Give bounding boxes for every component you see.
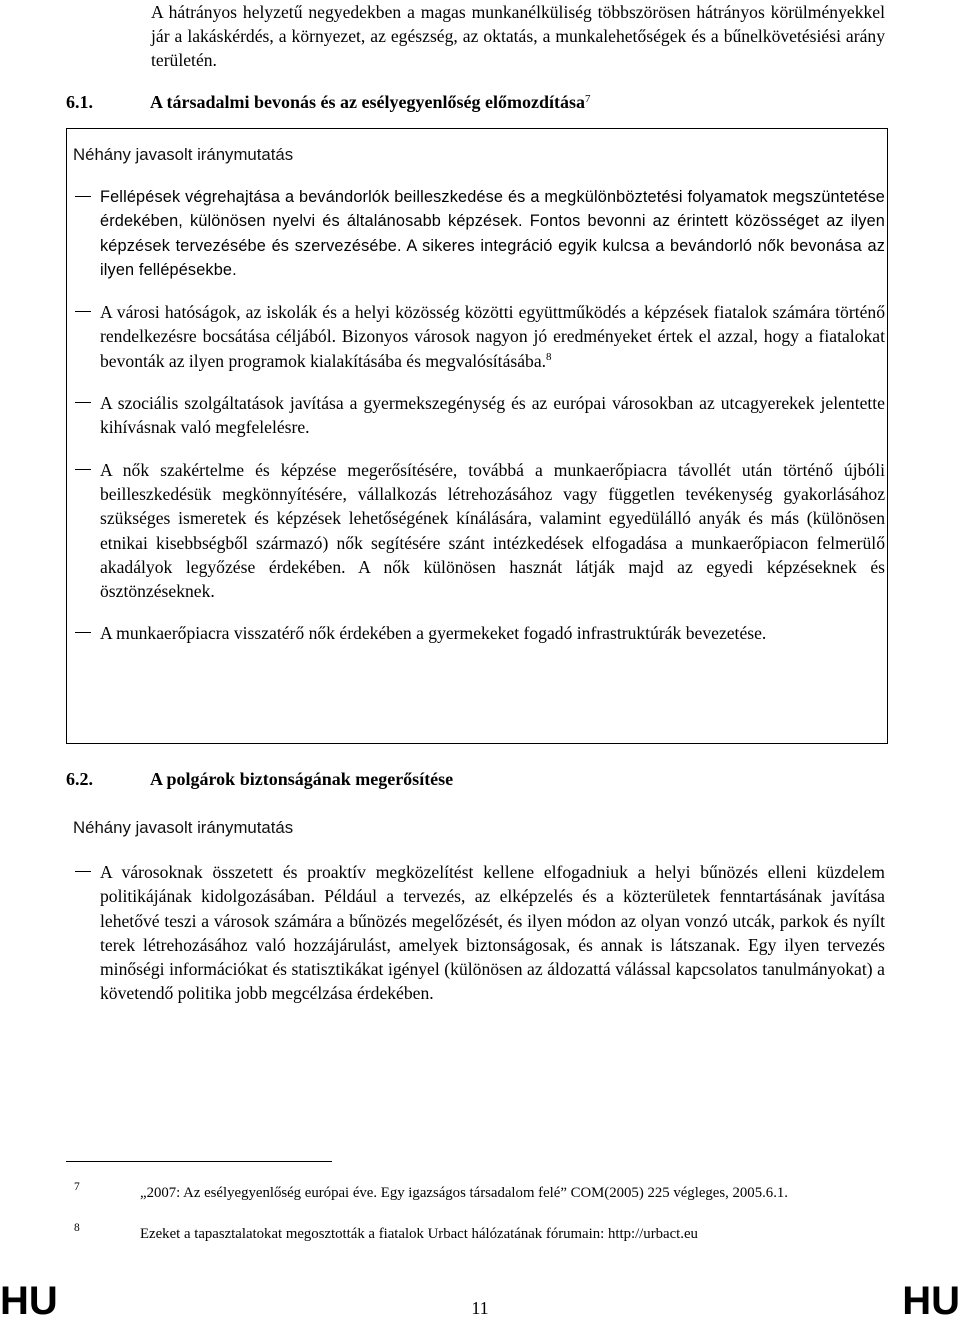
dash-bullet-icon xyxy=(75,632,91,633)
list-item xyxy=(75,185,885,282)
dash-bullet-icon xyxy=(75,402,91,403)
dash-bullet-icon xyxy=(75,469,91,470)
footnote-number: 8 xyxy=(74,1222,80,1234)
section-title: A polgárok biztonságának megerősítése xyxy=(150,769,454,789)
list-item xyxy=(75,300,885,373)
footnote-text: „2007: Az esélyegyenlőség európai éve. Egy igazságos társadalom felé” COM(2005) 225 végleges, 2005.6.1. xyxy=(140,1185,788,1201)
list-item-text: Fellépések végrehajtása a bevándorlók beilleszkedése és a megkülönböztetési folyamatok megszüntetése érdekében, különösen nyelvi és általánosabb képzések. Fontos bevonni az érintett közösséget az ilyen képzések tervezésébe és szervezésébe. A sikeres integráció egyik kulcsa a bevándorló nők bevonása az ilyen fellépésekbe. xyxy=(100,188,885,279)
list-item xyxy=(75,860,885,1006)
footnote-text-body: Ezeket a tapasztalatokat megosztották a fiatalok Urbact hálózatának fórumain: http://urbact.eu xyxy=(140,1226,698,1242)
footnote-ref-7[interactable]: 7 xyxy=(584,93,591,105)
guidance-list-6-1 xyxy=(75,185,885,664)
language-code-left: HU xyxy=(0,1279,58,1323)
list-item-text: A munkaerőpiacra visszatérő nők érdekében a gyermekeket fogadó infrastruktúrák bevezetése. xyxy=(100,623,767,644)
section-heading-6-1 xyxy=(66,90,886,114)
guidance-title-6-2: Néhány javasolt iránymutatás xyxy=(73,818,294,837)
dash-bullet-icon xyxy=(75,871,91,872)
footnote-number: 7 xyxy=(74,1181,80,1193)
intro-paragraph: A hátrányos helyzetű negyedekben a magas munkanélküliség többszörösen hátrányos körülményekkel jár a lakáskérdés, a környezet, az egészség, az oktatás, a munkalehetőségek és a bűnelkövetésiési arány területén. xyxy=(151,2,885,71)
section-number: 6.1. xyxy=(66,92,93,112)
list-item-text: A nők szakértelme és képzése megerősítésére, továbbá a munkaerőpiacra távollét után történő újbóli beilleszkedésük megkönnyítésére, vállalkozás létrehozásához vagy független tevékenység gyakorlásához szükséges ismeretek és képzések lehetőségének kínálására, valamint egyedülálló anyák és más (különösen etnikai kisebbségből származó) nők segítésére szánt intézkedések elfogadása a munkaerőpiacon felmerülő akadályok legyőzése érdekében. A nők különösen hasznát látják majd az egyedi képzéseknek és ösztönzéseknek. xyxy=(100,459,885,602)
section-number: 6.2. xyxy=(66,769,93,789)
footnote-text xyxy=(140,1225,886,1244)
footnote-ref-8[interactable]: 8 xyxy=(546,350,552,363)
dash-bullet-icon xyxy=(75,196,91,197)
list-item-text: A városoknak összetett és proaktív megközelítést kellene elfogadniuk a helyi bűnözés elleni küzdelem politikájának kidolgozásában. Például a tervezés, az elképzelés és a közterületek fenntartásának javítása lehetővé teszi a városok számára a bűnözés megelőzését, és ilyen módon az olyan vonzó utcák, parkok és nyílt terek létrehozásához való hozzájárulást, amelyek biztonságosak, és annak is látszanak. Egy ilyen tervezés minőségi információkat és statisztikákat igényel (különösen az áldozattá válással kapcsolatos tanulmányokat) a követendő politika jobb megcélzása érdekében. xyxy=(100,862,885,1004)
dash-bullet-icon xyxy=(75,311,91,312)
footnote-8 xyxy=(66,1222,886,1244)
page-number: 11 xyxy=(471,1298,489,1318)
footnote-divider xyxy=(66,1161,332,1162)
section-heading-6-2 xyxy=(66,767,886,791)
list-item xyxy=(75,621,885,645)
section-title: A társadalmi bevonás és az esélyegyenlőség előmozdítása xyxy=(150,92,585,112)
list-item xyxy=(75,391,885,440)
list-item xyxy=(75,458,885,604)
list-item-text: A városi hatóságok, az iskolák és a helyi közösség közötti együttműködés a képzések fiatalok számára történő rendelkezésre bocsátása céljából. Bizonyos városok nagyon jó eredményeket értek el azzal, hogy a fiatalokat bevonták az ilyen programok kialakításába és megvalósításába. xyxy=(100,302,885,371)
guidance-list-6-2 xyxy=(75,860,885,1024)
guidance-box-title: Néhány javasolt iránymutatás xyxy=(73,145,294,164)
language-code-right: HU xyxy=(902,1279,960,1323)
list-item-text: A szociális szolgáltatások javítása a gyermekszegénység és az európai városokban az utcagyerekek jelentette kihívásnak való megfelelésre. xyxy=(100,393,885,438)
footnote-7 xyxy=(66,1181,886,1203)
